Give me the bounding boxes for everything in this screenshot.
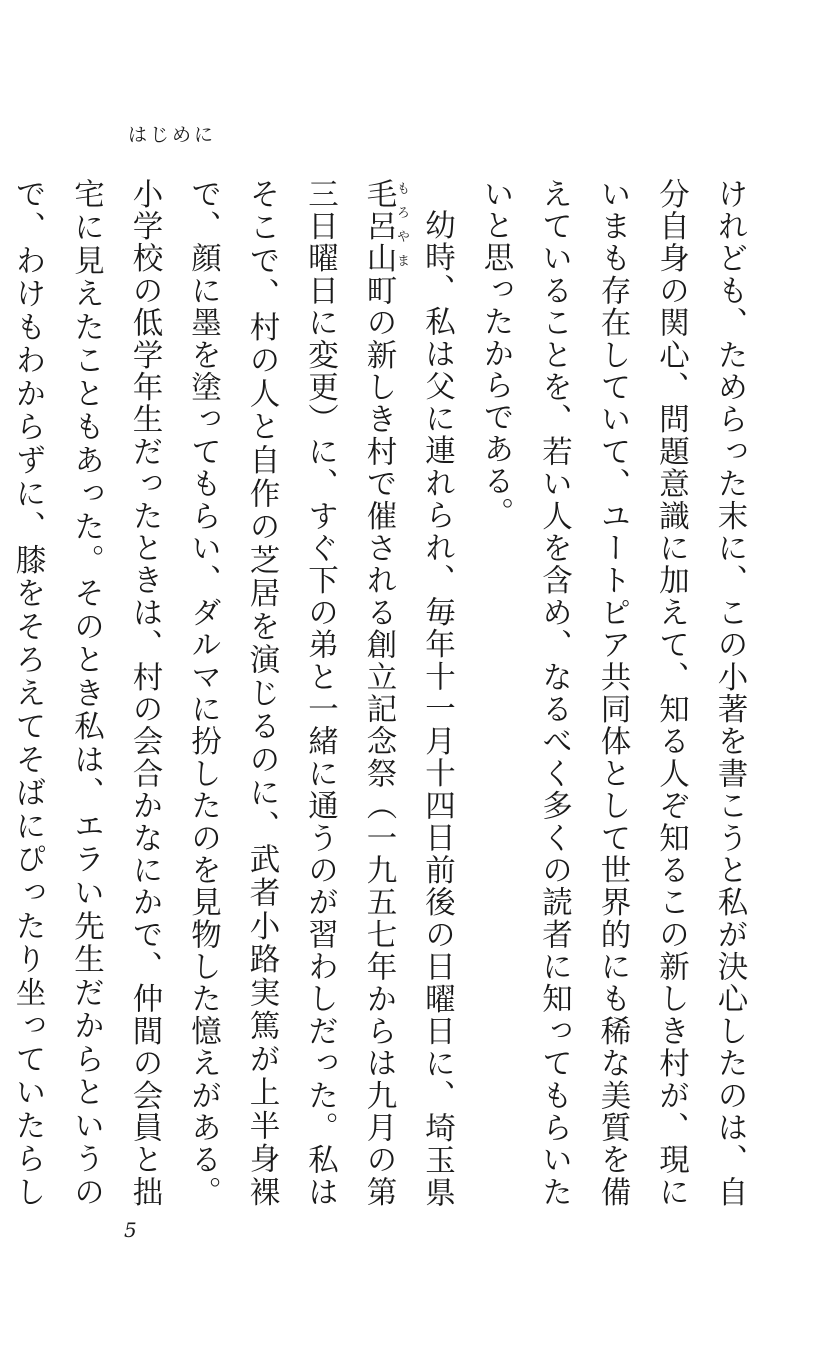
paragraph-2-part-1: 幼時、私は父に連れられ、毎年十一月十四日前後の日曜日に、埼玉県: [419, 208, 455, 1208]
paragraph-2: [0, 178, 466, 1208]
ruby-base: 毛呂山: [361, 178, 396, 275]
body-text: [10, 178, 758, 1208]
running-header: はじめに: [128, 124, 217, 146]
furigana-moroyama: [361, 178, 409, 275]
paragraph-1: けれども、ためらった末に、この小著を書こうと私が決心したのは、自分自身の関心、問題意識に加えて、知る人ぞ知るこの新しき村が、現にいまも存在していて、ユートピア共同体として世界的にも稀な美質を備えていることを、若い人を含め、なるべく多くの読者に知ってもらいたいと思ったからである。: [478, 178, 747, 1208]
paragraph-2-part-2: 町の新しき村で催される創立記念祭（一九五七年からは九月の第三日曜日に変更）に、すぐ下の弟と一緒に通うのが習わしだった。私はそこで、村の人と自作の芝居を演じるのに、武者小路実篤が上半身裸で、顔に墨を塗ってもらい、ダルマに扮したのを見物した憶えがある。小学校の低学年生だったときは、村の会合かなにかで、仲間の会員と拙宅に見えたこともあった。そのとき私は、エラい先生だからというので、わけもわからずに、膝をそろえてそばにぴったり坐っていたらし: [10, 178, 396, 1208]
page-number: 5: [124, 1218, 137, 1242]
ruby-reading: もろやま: [394, 178, 409, 275]
